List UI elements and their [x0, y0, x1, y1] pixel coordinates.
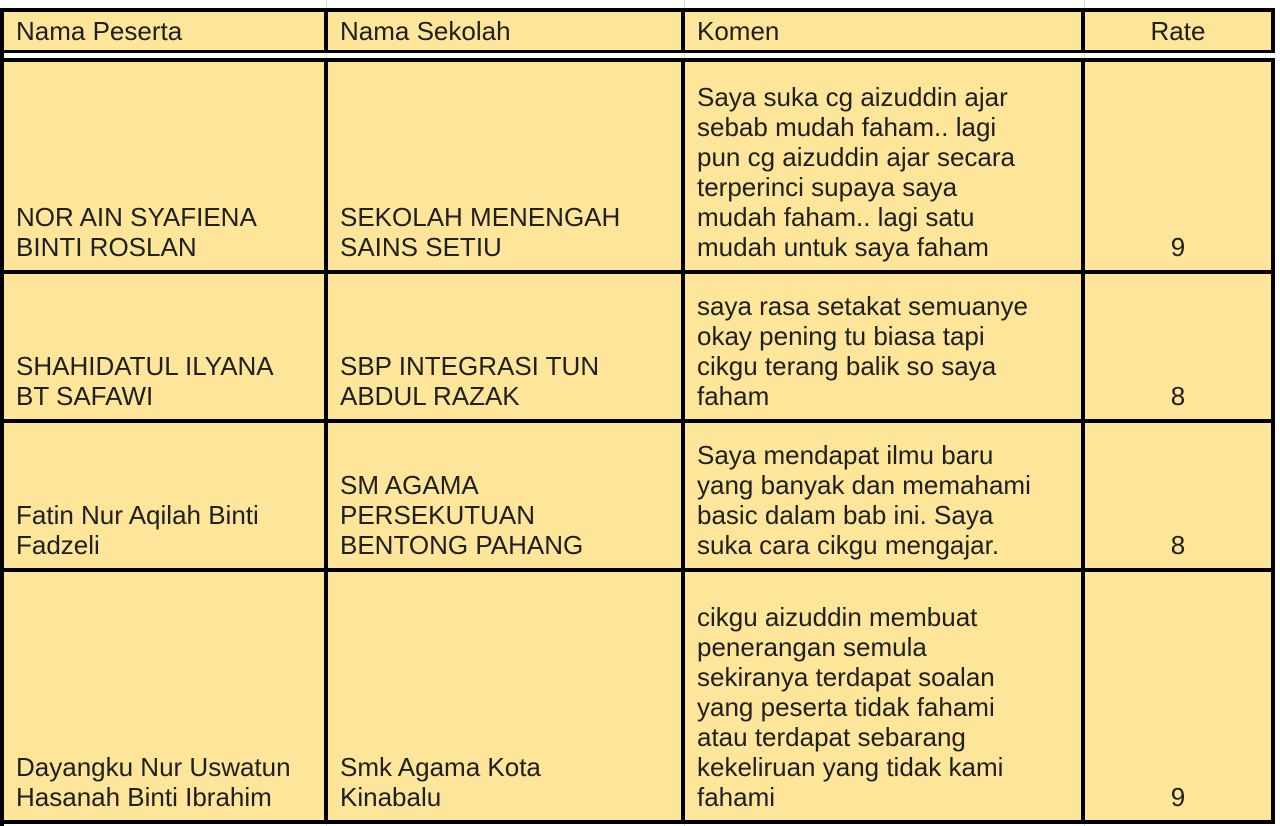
cell-komen[interactable]: Saya suka cg aizuddin ajar sebab mudah faham.. lagi pun cg aizuddin ajar secara terperinci supaya saya mudah faham.. lagi satu mudah untuk saya faham	[685, 62, 1085, 270]
cell-rate[interactable]: 8	[1085, 423, 1275, 568]
table-border	[0, 8, 4, 826]
header-nama-peserta[interactable]: Nama Peserta	[4, 12, 328, 50]
table-border	[0, 50, 1280, 53]
header-komen[interactable]: Komen	[685, 12, 1085, 50]
cell-nama-peserta[interactable]: Fatin Nur Aqilah Binti Fadzeli	[4, 423, 328, 568]
header-rate[interactable]: Rate	[1085, 12, 1275, 50]
cell-nama-sekolah[interactable]: SBP INTEGRASI TUN ABDUL RAZAK	[328, 274, 685, 419]
table-row	[0, 423, 1280, 568]
cell-nama-peserta[interactable]: SHAHIDATUL ILYANA BT SAFAWI	[4, 274, 328, 419]
cell-komen[interactable]: cikgu aizuddin membuat penerangan semula sekiranya terdapat soalan yang peserta tidak fahami atau terdapat sebarang kekeliruan yang tidak kami fahami	[685, 572, 1085, 820]
cell-rate[interactable]: 8	[1085, 274, 1275, 419]
sheet-margin	[1275, 0, 1280, 826]
cell-komen[interactable]: Saya mendapat ilmu baru yang banyak dan memahami basic dalam bab ini. Saya suka cara cikgu mengajar.	[685, 423, 1085, 568]
header-nama-sekolah[interactable]: Nama Sekolah	[328, 12, 685, 50]
cell-nama-peserta[interactable]: Dayangku Nur Uswatun Hasanah Binti Ibrahim	[4, 572, 328, 820]
cell-nama-sekolah[interactable]: SM AGAMA PERSEKUTUAN BENTONG PAHANG	[328, 423, 685, 568]
cell-komen[interactable]: saya rasa setakat semuanye okay pening tu biasa tapi cikgu terang balik so saya faham	[685, 274, 1085, 419]
table-row	[0, 572, 1280, 820]
cell-nama-sekolah[interactable]: Smk Agama Kota Kinabalu	[328, 572, 685, 820]
table-row	[0, 274, 1280, 419]
cell-rate[interactable]: 9	[1085, 572, 1275, 820]
cell-nama-sekolah[interactable]: SEKOLAH MENENGAH SAINS SETIU	[328, 62, 685, 270]
table-row	[0, 62, 1280, 270]
cell-rate[interactable]: 9	[1085, 62, 1275, 270]
table-border	[0, 820, 1280, 824]
header-row	[0, 12, 1280, 50]
cell-nama-peserta[interactable]: NOR AIN SYAFIENA BINTI ROSLAN	[4, 62, 328, 270]
